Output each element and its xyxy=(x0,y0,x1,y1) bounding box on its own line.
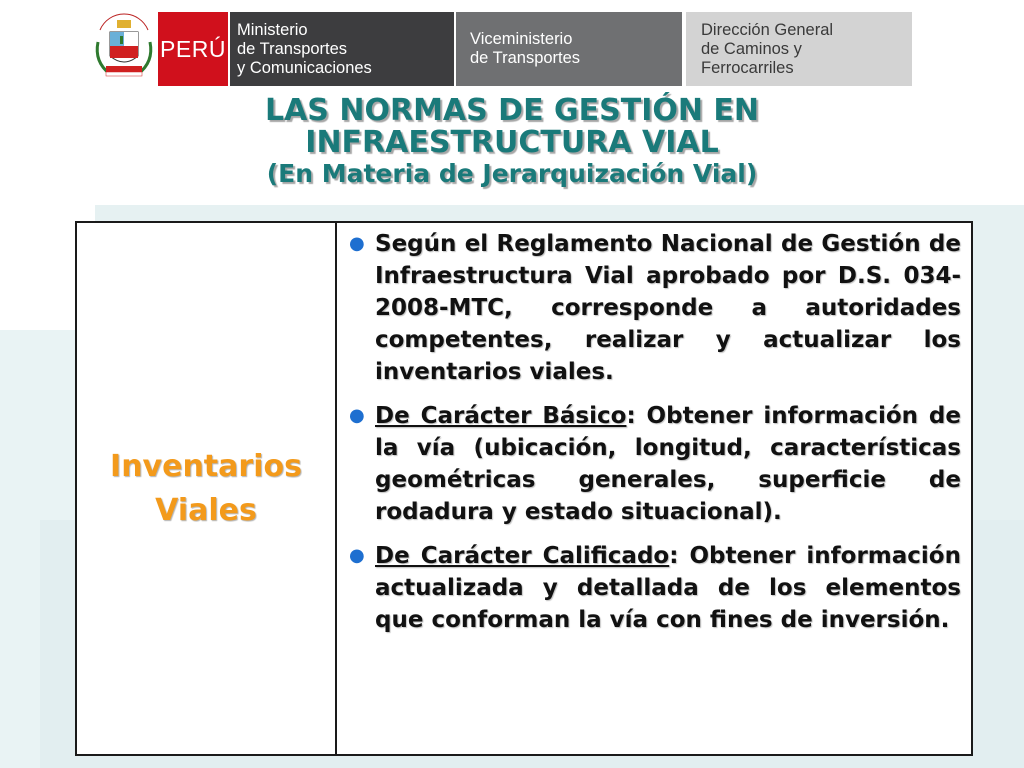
ministry-box xyxy=(230,12,454,86)
slide-title xyxy=(0,95,1024,189)
bullet-item xyxy=(349,540,961,636)
coat-of-arms-icon xyxy=(90,12,158,86)
bullet-text xyxy=(375,400,961,528)
bullet-heading: De Carácter Calificado xyxy=(375,543,670,569)
description-cell xyxy=(337,223,971,754)
bullet-item xyxy=(349,400,961,528)
title-line-1: LAS NORMAS DE GESTIÓN EN xyxy=(264,93,760,128)
peru-brand-box xyxy=(158,12,228,86)
viceministry-box xyxy=(456,12,682,86)
bullet-body: : Obtener información actualizada y detallada de los elementos que conforman la vía con fines de inversión. xyxy=(375,543,961,633)
bullet-icon: ● xyxy=(349,545,365,566)
ministry-name: Ministerio de Transportes y Comunicaciones xyxy=(237,20,372,77)
coat-of-arms-logo xyxy=(90,12,158,86)
bullet-item xyxy=(349,228,961,388)
topic-label: Inventarios Viales xyxy=(110,448,302,528)
direction-name: Dirección General de Caminos y Ferrocarriles xyxy=(701,20,834,77)
bullet-text xyxy=(375,228,961,388)
content-table xyxy=(75,221,973,756)
bullet-body: : Obtener información de la vía (ubicación, longitud, características geométricas generales, superficie de rodadura y estado situacional). xyxy=(375,403,961,525)
slide-subtitle: (En Materia de Jerarquización Vial) xyxy=(266,159,758,188)
viceministry-name: Viceministerio de Transportes xyxy=(470,30,581,67)
bullet-text xyxy=(375,540,961,636)
bullet-body: Según el Reglamento Nacional de Gestión de Infraestructura Vial aprobado por D.S. 034-2008-MTC, corresponde a autoridades competentes, realizar y actualizar los inventarios viales. xyxy=(375,231,961,385)
direction-box xyxy=(686,12,912,86)
peru-brand-text: PERÚ xyxy=(160,35,226,62)
bullet-heading: De Carácter Básico xyxy=(375,403,627,429)
institution-header xyxy=(90,12,916,86)
bullet-icon: ● xyxy=(349,405,365,426)
topic-cell xyxy=(77,223,337,754)
title-line-2: INFRAESTRUCTURA VIAL xyxy=(305,125,719,160)
bullet-icon: ● xyxy=(349,233,365,254)
